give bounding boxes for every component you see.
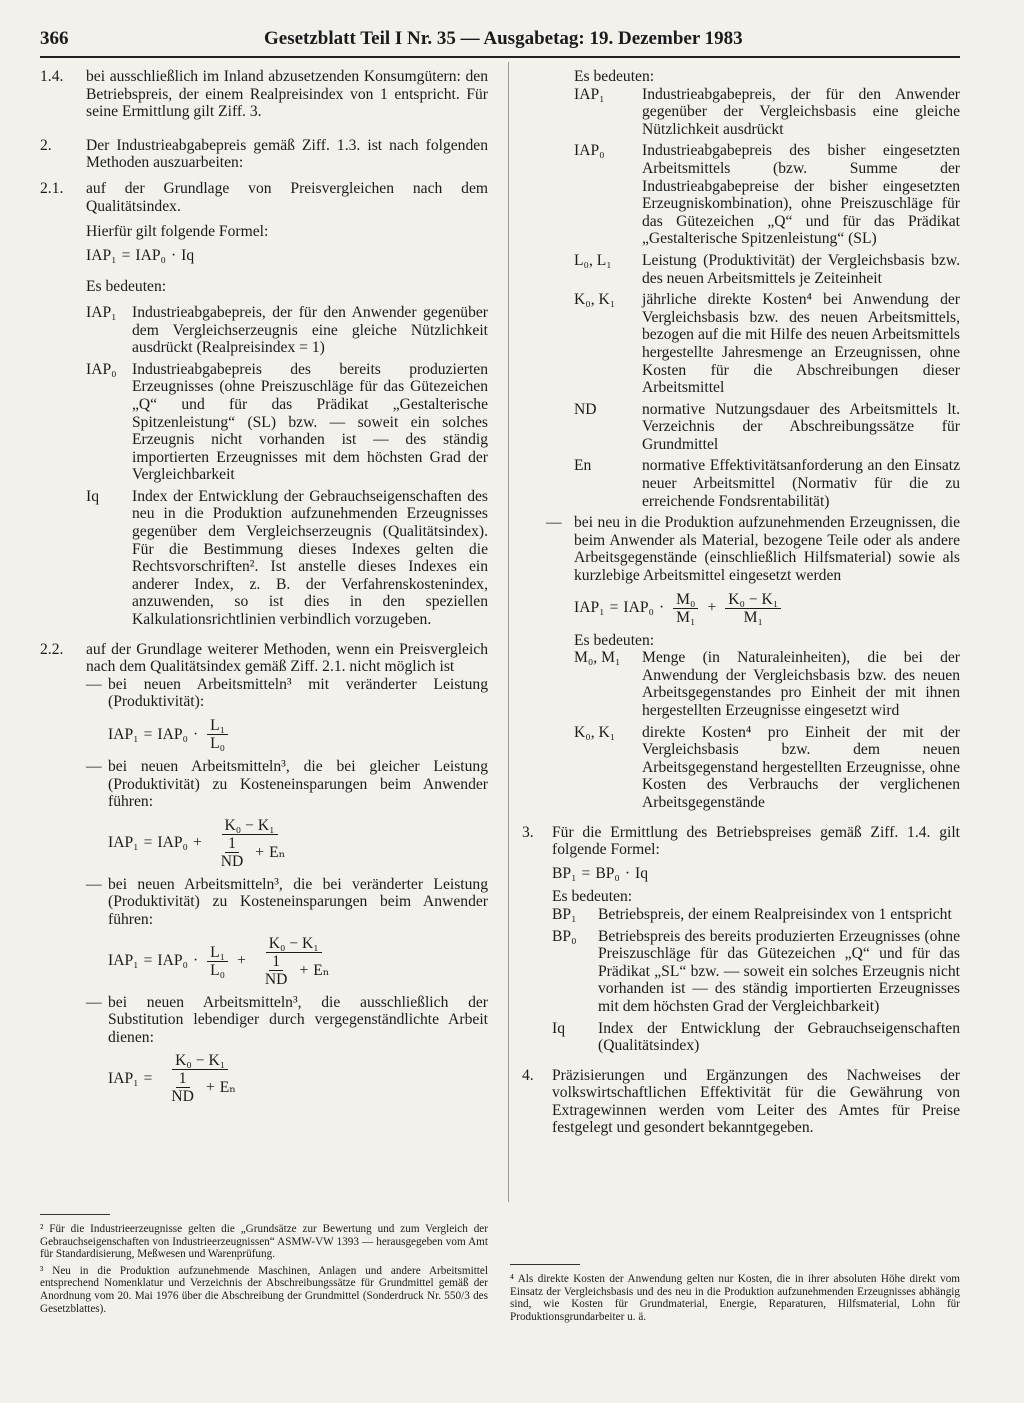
page-header <box>40 28 743 54</box>
section-2: 2. Der Industrieabgabepreis gemäß Ziff. 1.3. ist nach folgenden Methoden auszuarbeiten: <box>40 136 488 172</box>
formula-qualitaetsindex: IAP₁ = IAP₀ · Iq <box>86 246 195 264</box>
right-column <box>522 68 960 1137</box>
header-title: Gesetzblatt Teil I Nr. 35 — Ausgabetag: 19. Dezember 1983 <box>264 28 743 49</box>
section-2-1: 2.1. auf der Grundlage von Preisvergleichen nach dem Qualitätsindex. <box>40 179 488 215</box>
definition-list-3 <box>522 649 960 811</box>
es-bedeuten-label: Es bedeuten: <box>86 278 167 296</box>
method-item-5: — bei neu in die Produktion aufzunehmenden Erzeugnissen, die beim Anwender als Material, bezogene Teile oder als andere Arbeitsgegenstände (einschließlich Hilfsmaterial) sowie als kurzlebige Arbeitsmittel eingesetzt werden <box>546 514 960 585</box>
section-2-2: 2.2. auf der Grundlage weiterer Methoden, wenn ein Preisvergleich nach dem Qualitätsindex gemäß Ziff. 2.1. nicht möglich ist <box>40 640 488 676</box>
definition-item: IAP₁ Industrieabgabepreis, der für den Anwender gegenüber der Vergleichsbasis eine gleiche Nützlichkeit ausdrückt <box>574 85 960 138</box>
formula-kosteneinsparung: IAP₁ = IAP₀ + K₀ − K₁ $\frac{1}{ND}$ + Eₙ <box>108 816 286 870</box>
column-divider <box>508 62 509 1202</box>
formula-intro: Hierfür gilt folgende Formel: <box>86 223 269 241</box>
method-item-4: — bei neuen Arbeitsmitteln³, die ausschließlich der Substitution lebendiger durch vergegenständlichte Arbeit dienen: <box>86 993 488 1046</box>
formula-leistung: IAP₁ = IAP₀ · $\frac{\text{L₁}}{\text{L₀}}$ <box>108 717 488 752</box>
definition-item: K₀, K₁ jährliche direkte Kosten⁴ bei Anwendung der Vergleichsbasis bzw. des neuen Arbeitsmittels, bezogen auf die mit Hilfe des neuen Arbeitsmittels hergestellte Jahresmenge an Erzeugnissen, ohne Kosten für die Abschreibungen dieser Arbeitsmittel <box>574 291 960 397</box>
definition-item: IAP₀ Industrieabgabepreis des bisher eingesetzten Arbeitsmittels (bzw. Summe der Industrieabgabepreise der bisher eingesetzten Erzeugniskombination), ohne Preiszuschläge für das Gütezeichen „Q“ und für das Prädikat „Gestalterische Spitzenleistung“ (SL) <box>574 142 960 248</box>
footnote-2: ² Für die Industrieerzeugnisse gelten die „Grundsätze zur Bewertung und zum Vergleich der Gebrauchseigenschaften von Industrieerzeugnissen“ ASMW-VW 1393 — herausgegeben vom Amt für Standardisierung, Meßwesen und Warenprüfung. <box>40 1223 488 1261</box>
method-item-3: — bei neuen Arbeitsmitteln³, die bei veränderter Leistung (Produktivität) zu Kosteneinsparungen beim Anwender führen: <box>86 875 488 928</box>
footnote-3: ³ Neu in die Produktion aufzunehmende Maschinen, Anlagen und andere Arbeitsmittel entsprechend Nomenklatur und Verzeichnis der Abschreibungssätze für Grundmittel gemäß der Anordnung vom 20. Mai 1976 über die Abschreibung der Grundmittel (Sonderdruck Nr. 550/3 des Gesetzblattes). <box>40 1264 488 1315</box>
method-item-2: — bei neuen Arbeitsmitteln³, die bei gleicher Leistung (Produktivität) zu Kosteneinsparungen beim Anwender führen: <box>86 758 488 811</box>
es-bedeuten-label: Es bedeuten: <box>574 631 655 649</box>
section-1-4: 1.4. bei ausschließlich im Inland abzusetzenden Konsumgütern: den Betriebspreis, der einem Realpreisindex von 1 entspricht. Für seine Ermittlung gilt Ziff. 3. <box>40 68 488 121</box>
definition-list-2 <box>522 86 960 511</box>
formula-betriebspreis: BP₁ = BP₀ · Iq <box>552 864 649 882</box>
definition-item: IAP₀ Industrieabgabepreis des bereits produzierten Erzeugnisses (ohne Preiszuschläge für das Gütezeichen „Q“ und für das Prädikat „Gestalterische Spitzenleistung“ (SL) bzw. — soweit ein solches Erzeugnis nicht vorhanden ist — des ständig importierten Erzeugnisses mit dem höchsten Grad der Vergleichbarkeit <box>86 360 488 484</box>
formula-leistung-kosten: IAP₁ = IAP₀ · $\frac{\text{L₁}}{\text{L₀}}$ + K₀ − K₁ $\frac{1}{ND}$ + Eₙ <box>108 934 330 988</box>
method-item-1: — bei neuen Arbeitsmitteln³ mit veränderter Leistung (Produktivität): <box>86 675 488 711</box>
left-column <box>40 68 488 1111</box>
definition-list-4 <box>522 906 960 1055</box>
definition-item: Iq Index der Entwicklung der Gebrauchseigenschaften des neu in die Produktion aufzunehmenden Erzeugnisses gegenüber dem Vergleichserzeugnis (Qualitätsindex). Für die Bestimmung dieses Indexes gelten die Rechtsvorschriften². Ist anstelle dieses Indexes ein anderer Index, z. B. der Verfahrenskostenindex, anzuwenden, so ist dies in den speziellen Kalkulationsrichtlinien verbindlich vorzugeben. <box>86 487 488 629</box>
es-bedeuten-label: Es bedeuten: <box>574 68 655 85</box>
page-number: 366 <box>40 28 69 49</box>
iq-extra-text: Ist anstelle dieses Indexes ein anderer Index, z. B. der Verfahrenskostenindex, anzuwenden, so ist dies in den speziellen Kalkulationsrichtlinien verbindlich vorzugeben. <box>132 558 488 629</box>
definition-item: BP₀ Betriebspreis des bereits produzierten Erzeugnisses (ohne Preiszuschläge für das Gütezeichen „Q“ und für das Prädikat „SL“ bzw. — soweit ein solches Erzeugnis nicht vorhanden ist — des ständig importierten Erzeugnisses mit dem höchsten Grad der Vergleichbarkeit) <box>552 927 960 1015</box>
section-3: 3. Für die Ermittlung des Betriebspreises gemäß Ziff. 1.4. gilt folgende Formel: <box>522 823 960 859</box>
formula-substitution: IAP₁ = K₀ − K₁ $\frac{1}{ND}$ + Eₙ <box>108 1052 236 1106</box>
methods-list <box>40 676 488 1106</box>
definition-item: En normative Effektivitätsanforderung an den Einsatz neuer Arbeitsmittel (Normativ für die zu erreichende Fondsrentabilität) <box>574 457 960 510</box>
definition-item: L₀, L₁ Leistung (Produktivität) der Vergleichsbasis bzw. des neuen Arbeitsmittels je Zeiteinheit <box>574 251 960 287</box>
formula-material: IAP₁ = IAP₀ · $\frac{\text{M₀}}{\text{M₁}}$ + $\frac{\text{K₀ − K₁}}{\text{M₁}}$ <box>574 591 960 626</box>
section-4: 4. Präzisierungen und Ergänzungen des Nachweises der volkswirtschaftlichen Effektivität für die Gewährung von Extragewinnen werden vom Leiter des Amtes für Preise festgelegt und gesondert bekanntgegeben. <box>522 1066 960 1137</box>
definition-item: M₀, M₁ Menge (in Naturaleinheiten), die bei der Anwendung der Vergleichsbasis bzw. des neuen Arbeitsgegenstandes pro Einheit der mit ihnen hergestellten Erzeugnisse eingesetzt wird <box>574 649 960 719</box>
left-footnotes <box>40 1214 488 1315</box>
right-footnotes <box>510 1264 960 1323</box>
header-rule <box>40 56 960 58</box>
definition-list-1 <box>40 304 488 629</box>
definition-item: IAP₁ Industrieabgabepreis, der für den Anwender gegenüber dem Vergleichserzeugnis eine gleiche Nützlichkeit ausdrückt (Realpreisindex = 1) <box>86 303 488 357</box>
definition-item: Iq Index der Entwicklung der Gebrauchseigenschaften (Qualitätsindex) <box>552 1019 960 1055</box>
es-bedeuten-label: Es bedeuten: <box>552 888 633 906</box>
definition-item: BP₁ Betriebspreis, der einem Realpreisindex von 1 entspricht <box>552 905 952 923</box>
footnote-4: ⁴ Als direkte Kosten der Anwendung gelten nur Kosten, die in ihrer absoluten Höhe direkt vom Einsatz der Vergleichsbasis und des neu in die Produktion aufzunehmenden Erzeugnisses abhängig sind, wie Kosten für Grundmaterial, Energie, Reparaturen, Hilfsmaterial, Lohn für Produktionsgrundarbeiter u. ä. <box>510 1273 960 1323</box>
definition-item: K₀, K₁ direkte Kosten⁴ pro Einheit der mit der Vergleichsbasis bzw. dem neuen Arbeitsgegenstand hergestellten Erzeugnisse, ohne Kosten des Verbrauchs der verglichenen Arbeitsgegenstände <box>574 723 960 811</box>
definition-item: ND normative Nutzungsdauer des Arbeitsmittels lt. Verzeichnis der Abschreibungssätze für Grundmittel <box>574 400 960 453</box>
